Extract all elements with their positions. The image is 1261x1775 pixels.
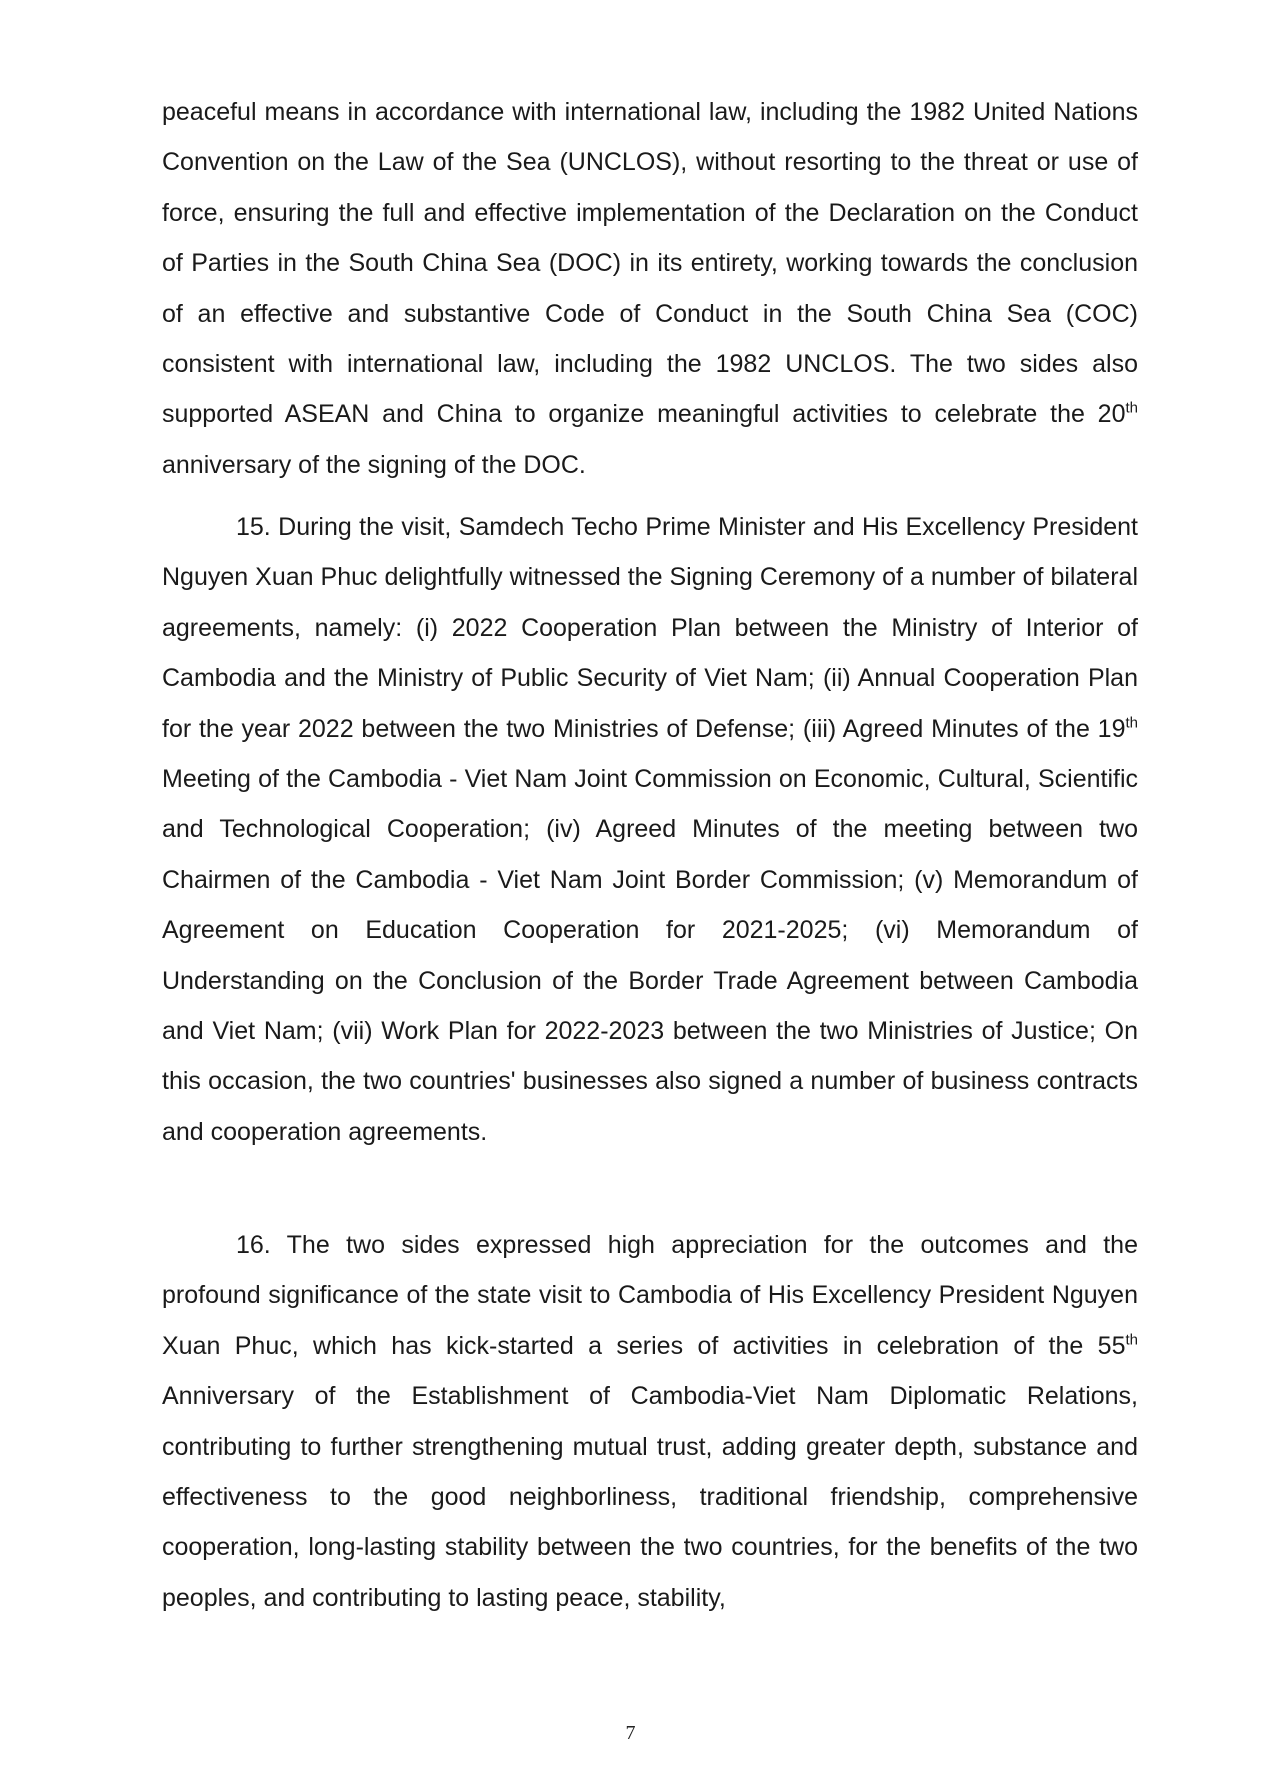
paragraph-text: Anniversary of the Establishment of Cambodia-Viet Nam Diplomatic Relations, contributing to further strengthening mutual trust, adding greater depth, substance and effectiveness to the good neighborliness, traditional friendship, comprehensive cooperation, long-lasting stability between the two countries, for the benefits of the two peoples, and contributing to lasting peace, stability, [162, 1382, 1138, 1612]
paragraph-text: Meeting of the Cambodia - Viet Nam Joint Commission on Economic, Cultural, Scientific and Technological Cooperation; (iv) Agreed Minutes of the meeting between two Chairmen of the Cambodia - Viet Nam Joint Border Commission; (v) Memorandum of Agreement on Education Cooperation for 2021-2025; (vi) Memorandum of Understanding on the Conclusion of the Border Trade Agreement between Cambodia and Viet Nam; (vii) Work Plan for 2022-2023 between the two Ministries of Justice; On this occasion, the two countries' businesses also signed a number of business contracts and cooperation agreements. [162, 765, 1138, 1146]
paragraph-continued [162, 87, 1138, 490]
paragraph-number: 16. [236, 1231, 271, 1259]
paragraph-number: 15. [236, 513, 271, 541]
page-number: 7 [625, 1722, 636, 1744]
paragraph-15 [162, 502, 1138, 1157]
paragraph-text: The two sides expressed high appreciation for the outcomes and the profound significance of the state visit to Cambodia of His Excellency President Nguyen Xuan Phuc, which has kick-started a series of activities in celebration of the 55 [162, 1231, 1138, 1360]
ordinal-suffix: th [1125, 714, 1138, 732]
paragraph-text: peaceful means in accordance with international law, including the 1982 United Nations Convention on the Law of the Sea (UNCLOS), without resorting to the threat or use of force, ensuring the full and effective implementation of the Declaration on the Conduct of Parties in the South China Sea (DOC) in its entirety, working towards the conclusion of an effective and substantive Code of Conduct in the South China Sea (COC) consistent with international law, including the 1982 UNCLOS. The two sides also supported ASEAN and China to organize meaningful activities to celebrate the 20 [162, 98, 1138, 429]
ordinal-suffix: th [1125, 1331, 1138, 1349]
paragraph-16 [162, 1220, 1138, 1623]
paragraph-text: During the visit, Samdech Techo Prime Minister and His Excellency President Nguyen Xuan Phuc delightfully witnessed the Signing Ceremony of a number of bilateral agreements, namely: (i) 2022 Cooperation Plan between the Ministry of Interior of Cambodia and the Ministry of Public Security of Viet Nam; (ii) Annual Cooperation Plan for the year 2022 between the two Ministries of Defense; (iii) Agreed Minutes of the 19 [162, 513, 1138, 743]
ordinal-suffix: th [1125, 400, 1138, 418]
paragraph-text: anniversary of the signing of the DOC. [162, 450, 586, 479]
